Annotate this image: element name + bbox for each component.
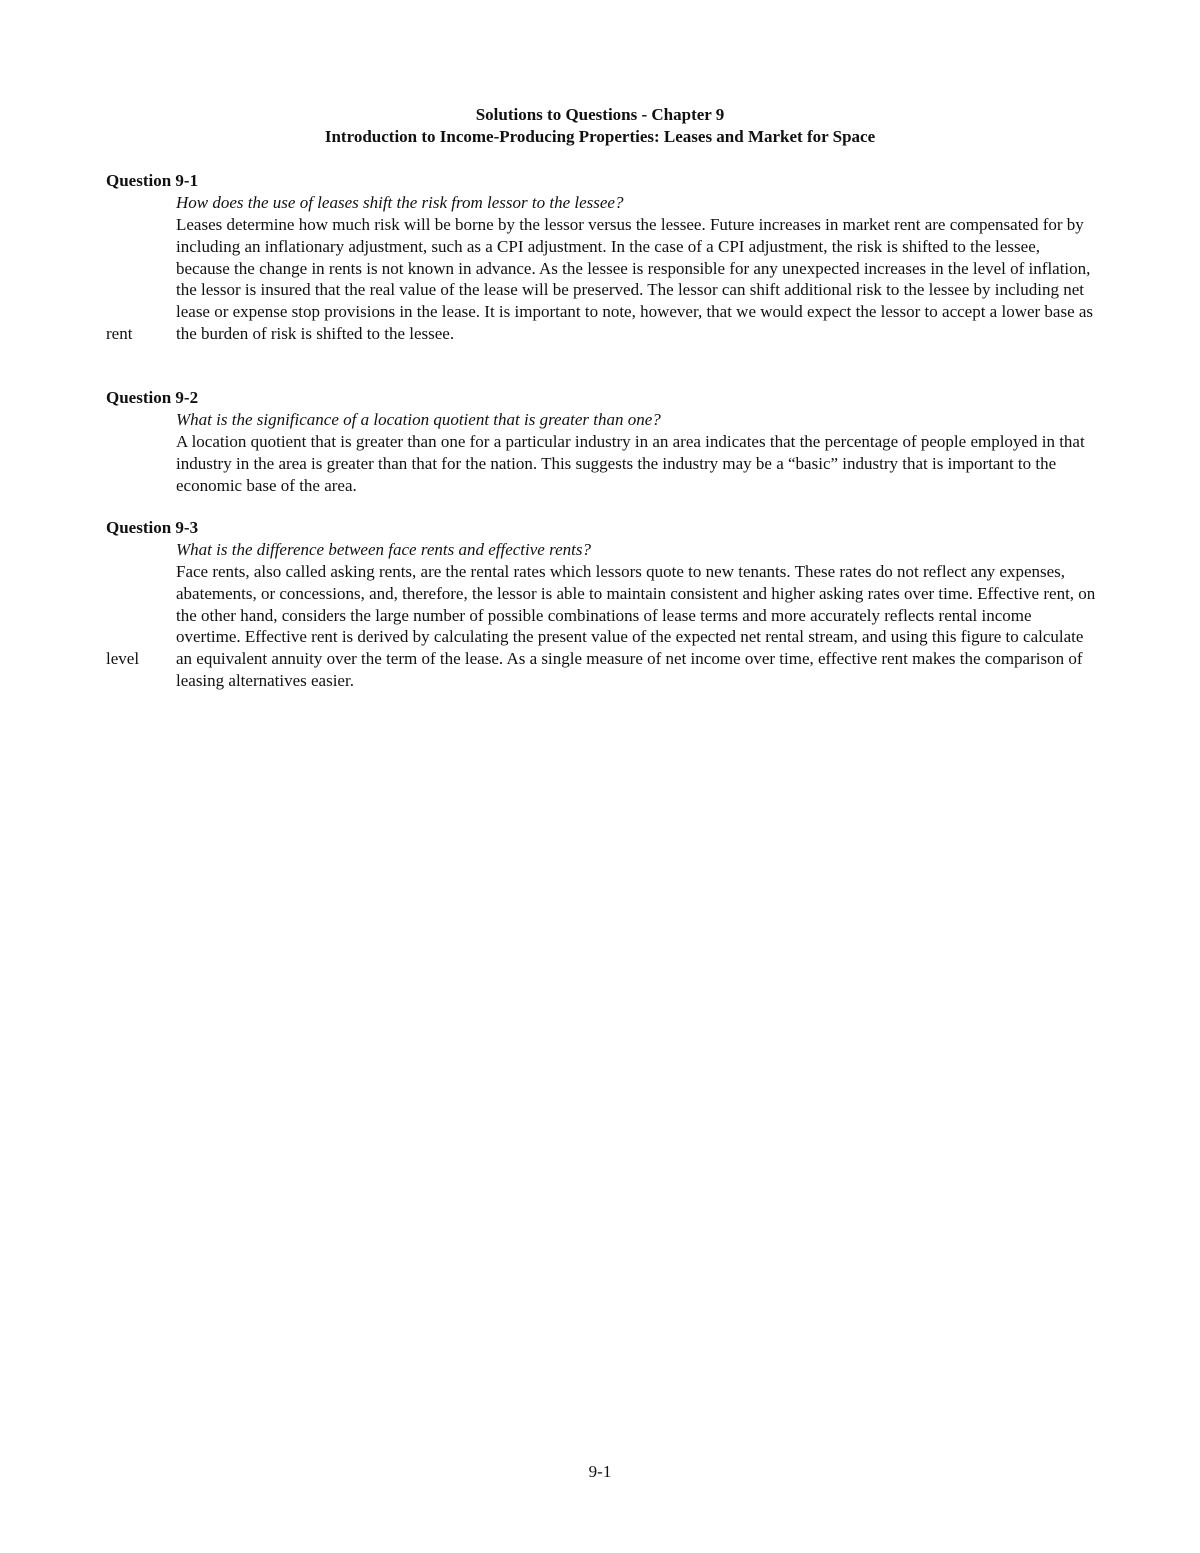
question-heading: Question 9-2: [106, 388, 199, 407]
question-9-3: [106, 517, 1096, 692]
question-answer: Leases determine how much risk will be borne by the lessor versus the lessee. Future increases in market rent are compensated for by including an inflationary adjustment, such as a CPI adjustment. In the case of a CPI adjustment, the risk is shifted to the lessee, because the change in rents is not known in advance. As the lessee is responsible for any unexpected increases in the level of inflation, the lessor is insured that the real value of the lease will be preserved. The lessor can shift additional risk to the lessee by including net lease or expense stop provisions in the lease. It is important to note, however, that we would expect the lessor to accept a lower base as the burden of risk is shifted to the lessee.: [176, 215, 1094, 343]
question-answer: A location quotient that is greater than one for a particular industry in an area indicates that the percentage of people employed in that industry in the area is greater than that for the nation. This suggests the industry may be a “basic” industry that is important to the economic base of the area.: [176, 432, 1085, 495]
question-prompt: What is the significance of a location quotient that is greater than one?: [176, 410, 661, 429]
question-answer-block: [176, 431, 1096, 496]
question-heading: Question 9-1: [106, 171, 199, 190]
question-9-2: [106, 387, 1096, 496]
question-answer-block: [106, 561, 1096, 692]
margin-word: rent: [106, 323, 133, 343]
question-answer-block: [106, 214, 1096, 345]
margin-word: level: [106, 649, 140, 669]
question-prompt: What is the difference between face rents and effective rents?: [176, 540, 591, 559]
title-block: [0, 104, 1200, 148]
page-number: 9-1: [588, 1462, 612, 1481]
question-heading: Question 9-3: [106, 518, 199, 537]
question-answer: Face rents, also called asking rents, are the rental rates which lessors quote to new tenants. These rates do not reflect any expenses, abatements, or concessions, and, therefore, the lessor is able to maintain consistent and higher asking rates over time. Effective rent, on the other hand, considers the large number of possible combinations of lease terms and more accurately reflects rental income overtime. Effective rent is derived by calculating the present value of the expected net rental stream, and using this figure to calculate an equivalent annuity over the term of the lease. As a single measure of net income over time, effective rent makes the comparison of leasing alternatives easier.: [176, 562, 1096, 690]
question-9-1: [106, 170, 1096, 345]
document-subtitle: Introduction to Income-Producing Properties: Leases and Market for Space: [324, 127, 876, 146]
question-prompt: How does the use of leases shift the risk from lessor to the lessee?: [176, 193, 624, 212]
document-title: Solutions to Questions - Chapter 9: [475, 105, 725, 124]
